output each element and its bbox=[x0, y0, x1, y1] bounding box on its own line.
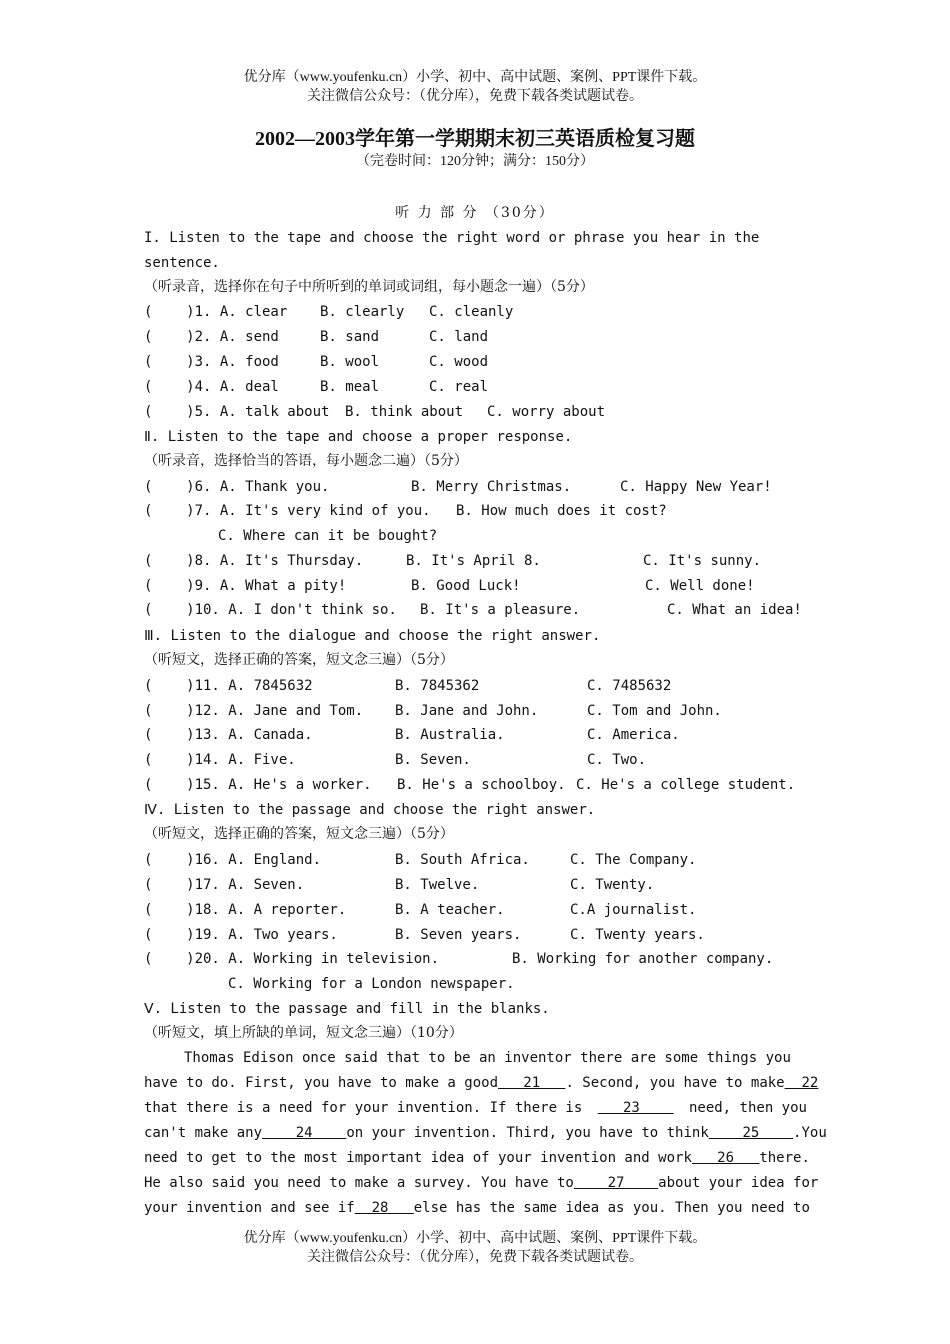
part1-instructions: （听录音，选择你在句子中所听到的单词或词组，每小题念一遍）（5分） bbox=[144, 279, 594, 295]
passage-line-2: have to do. First, you have to make a good 21 . Second, you have to make 22 bbox=[144, 1071, 807, 1096]
question-1: ( )1. A. clear B. clearly C. cleanly bbox=[144, 304, 514, 320]
part3-title: Ⅲ. Listen to the dialogue and choose the right answer. bbox=[144, 628, 601, 644]
part5-title: Ⅴ. Listen to the passage and fill in the blanks. bbox=[144, 1001, 550, 1017]
blank-23[interactable]: 23 bbox=[597, 1100, 674, 1116]
question-20: ( )20. A. Working in television. B. Working for another company. bbox=[144, 951, 774, 967]
part5-instructions: （听短文，填上所缺的单词，短文念三遍）（10分） bbox=[144, 1025, 463, 1041]
blank-26[interactable]: 26 bbox=[691, 1150, 760, 1166]
question-16: ( )16. A. England. B. South Africa. C. The Company. bbox=[144, 852, 697, 868]
page-title: 2002—2003学年第一学期期末初三英语质检复习题 bbox=[255, 128, 695, 150]
question-18: ( )18. A. A reporter. B. A teacher. C.A journalist. bbox=[144, 902, 697, 918]
part4-instructions: （听短文，选择正确的答案，短文念三遍）（5分） bbox=[144, 826, 454, 842]
question-13: ( )13. A. Canada. B. Australia. C. America. bbox=[144, 727, 680, 743]
passage bbox=[144, 1046, 827, 1221]
passage-line-5: need to get to the most important idea of your invention and work 26 there. bbox=[144, 1146, 807, 1171]
question-20-option-c: C. Working for a London newspaper. bbox=[228, 976, 515, 992]
question-19: ( )19. A. Two years. B. Seven years. C. Twenty years. bbox=[144, 927, 705, 943]
part1-title-line2: sentence. bbox=[144, 255, 220, 271]
footer-line-2: 关注微信公众号：（优分库），免费下载各类试题试卷。 bbox=[307, 1250, 643, 1265]
question-6: ( )6. A. Thank you. B. Merry Christmas. C. Happy New Year! bbox=[144, 479, 772, 495]
page-subtitle: （完卷时间：120分钟；满分：150分） bbox=[356, 154, 594, 169]
blank-25[interactable]: 25 bbox=[708, 1125, 794, 1141]
passage-line-7: your invention and see if 28 else has the same idea as you. Then you need to bbox=[144, 1196, 807, 1221]
page-header bbox=[0, 68, 950, 106]
footer-line-1: 优分库（www.youfenku.cn）小学、初中、高中试题、案例、PPT课件下载。 bbox=[243, 1231, 707, 1246]
passage-line-3: that there is a need for your invention. If there is 23 need, then you bbox=[144, 1096, 807, 1121]
page-footer bbox=[0, 1229, 950, 1267]
question-3: ( )3. A. food B. wool C. wood bbox=[144, 354, 489, 370]
part3-instructions: （听短文，选择正确的答案，短文念三遍）（5分） bbox=[144, 652, 454, 668]
question-15: ( )15. A. He's a worker. B. He's a schoolboy. C. He's a college student. bbox=[144, 777, 796, 793]
question-10: ( )10. A. I don't think so. B. It's a pleasure. C. What an idea! bbox=[144, 602, 802, 618]
blank-21[interactable]: 21 bbox=[498, 1075, 566, 1091]
question-5: ( )5. A. talk about B. think about C. worry about bbox=[144, 404, 606, 420]
header-line-2: 关注微信公众号：（优分库），免费下载各类试题试卷。 bbox=[307, 89, 643, 104]
passage-line-6: He also said you need to make a survey. You have to 27 about your idea for bbox=[144, 1171, 807, 1196]
question-8: ( )8. A. It's Thursday. B. It's April 8. C. It's sunny. bbox=[144, 553, 762, 569]
question-17: ( )17. A. Seven. B. Twelve. C. Twenty. bbox=[144, 877, 655, 893]
part2-instructions: （听录音，选择恰当的答语，每小题念二遍）（5分） bbox=[144, 453, 468, 469]
blank-28[interactable]: 28 bbox=[354, 1200, 414, 1216]
blank-24[interactable]: 24 bbox=[262, 1125, 347, 1141]
question-14: ( )14. A. Five. B. Seven. C. Two. bbox=[144, 752, 647, 768]
question-11: ( )11. A. 7845632 B. 7845362 C. 7485632 bbox=[144, 678, 672, 694]
section-heading: 听 力 部 分 （30分） bbox=[395, 205, 555, 221]
passage-line-4: can't make any 24 on your invention. Third, you have to think 25 .You bbox=[144, 1121, 807, 1146]
passage-line-1: Thomas Edison once said that to be an inventor there are some things you bbox=[184, 1050, 791, 1066]
question-7-option-c: C. Where can it be bought? bbox=[218, 528, 438, 544]
question-7: ( )7. A. It's very kind of you. B. How much does it cost? bbox=[144, 503, 667, 519]
question-4: ( )4. A. deal B. meal C. real bbox=[144, 379, 489, 395]
question-9: ( )9. A. What a pity! B. Good Luck! C. Well done! bbox=[144, 578, 755, 594]
part4-title: Ⅳ. Listen to the passage and choose the right answer. bbox=[144, 802, 596, 818]
header-line-1: 优分库（www.youfenku.cn）小学、初中、高中试题、案例、PPT课件下载。 bbox=[243, 70, 707, 85]
part2-title: Ⅱ. Listen to the tape and choose a proper response. bbox=[144, 429, 573, 445]
question-2: ( )2. A. send B. sand C. land bbox=[144, 329, 489, 345]
question-12: ( )12. A. Jane and Tom. B. Jane and John. C. Tom and John. bbox=[144, 703, 722, 719]
blank-22[interactable]: 22 bbox=[784, 1075, 819, 1091]
part1-title-line1: I. Listen to the tape and choose the right word or phrase you hear in the bbox=[144, 230, 760, 246]
blank-27[interactable]: 27 bbox=[573, 1175, 659, 1191]
